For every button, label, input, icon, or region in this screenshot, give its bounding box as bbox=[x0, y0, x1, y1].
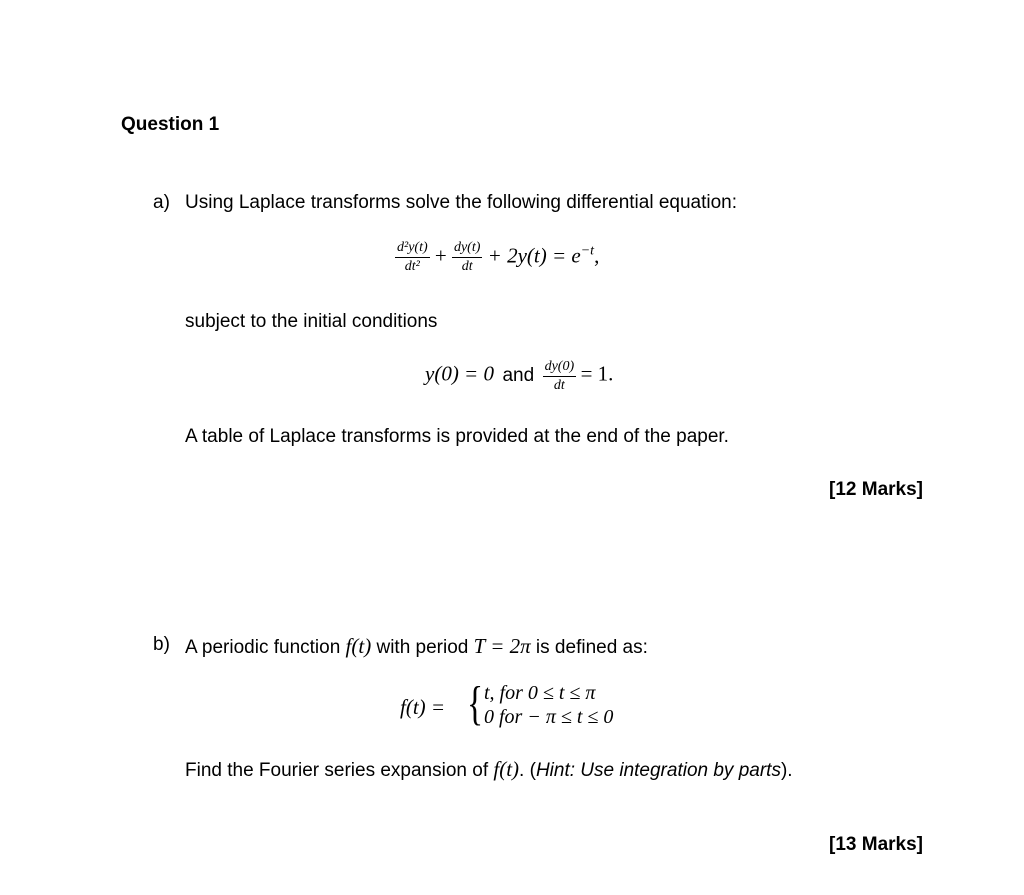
case-one: t, for 0 ≤ t ≤ π bbox=[484, 682, 596, 704]
prompt-period: T = 2π bbox=[473, 634, 531, 658]
part-b-label: b) bbox=[153, 634, 170, 655]
plus-sign: + bbox=[434, 243, 447, 268]
cases bbox=[484, 681, 613, 729]
condition-lhs: y(0) = 0 bbox=[425, 361, 494, 386]
equation-rest: + 2y(t) = e bbox=[487, 243, 581, 268]
frac1-numerator: d²y(t) bbox=[395, 240, 430, 258]
differential-equation bbox=[395, 240, 599, 275]
first-derivative-fraction bbox=[452, 240, 482, 275]
prompt-mid: with period bbox=[371, 637, 474, 658]
hint-text: Hint: Use integration by parts bbox=[535, 760, 781, 781]
frac1-denominator: dt² bbox=[404, 259, 420, 274]
part-b-prompt bbox=[185, 634, 648, 659]
equation-trail: , bbox=[594, 243, 600, 268]
second-derivative-fraction bbox=[395, 240, 430, 275]
equation-exponent: −t bbox=[580, 243, 595, 259]
find-post: ). bbox=[780, 760, 793, 781]
prompt-post: is defined as: bbox=[530, 637, 648, 658]
find-pre: Find the Fourier series expansion of bbox=[185, 760, 494, 781]
left-brace-icon: { bbox=[467, 677, 484, 730]
find-instruction bbox=[185, 757, 793, 782]
find-mid: . ( bbox=[519, 760, 536, 781]
find-function: f(t) bbox=[493, 757, 520, 781]
cond-frac-denominator: dt bbox=[553, 378, 565, 393]
condition-and: and bbox=[502, 364, 535, 386]
function-lhs: f(t) = bbox=[400, 695, 446, 719]
frac2-denominator: dt bbox=[461, 259, 473, 274]
part-a-prompt: Using Laplace transforms solve the following differential equation: bbox=[185, 192, 738, 213]
initial-conditions bbox=[425, 359, 613, 394]
piecewise-definition bbox=[400, 677, 660, 733]
cond-frac-numerator: dy(0) bbox=[543, 359, 577, 377]
part-a-label: a) bbox=[153, 192, 170, 213]
table-note: A table of Laplace transforms is provided at the end of the paper. bbox=[185, 426, 729, 447]
initial-derivative-fraction bbox=[543, 359, 577, 394]
condition-text: subject to the initial conditions bbox=[185, 311, 438, 332]
frac2-numerator: dy(t) bbox=[452, 240, 482, 258]
part-b-marks: [13 Marks] bbox=[829, 834, 923, 855]
prompt-function: f(t) bbox=[345, 634, 372, 658]
case-two: 0 for − π ≤ t ≤ 0 bbox=[484, 706, 614, 728]
condition-rhs: = 1. bbox=[580, 361, 614, 386]
part-a-marks: [12 Marks] bbox=[829, 479, 923, 500]
question-title: Question 1 bbox=[121, 114, 220, 135]
prompt-pre: A periodic function bbox=[185, 637, 346, 658]
